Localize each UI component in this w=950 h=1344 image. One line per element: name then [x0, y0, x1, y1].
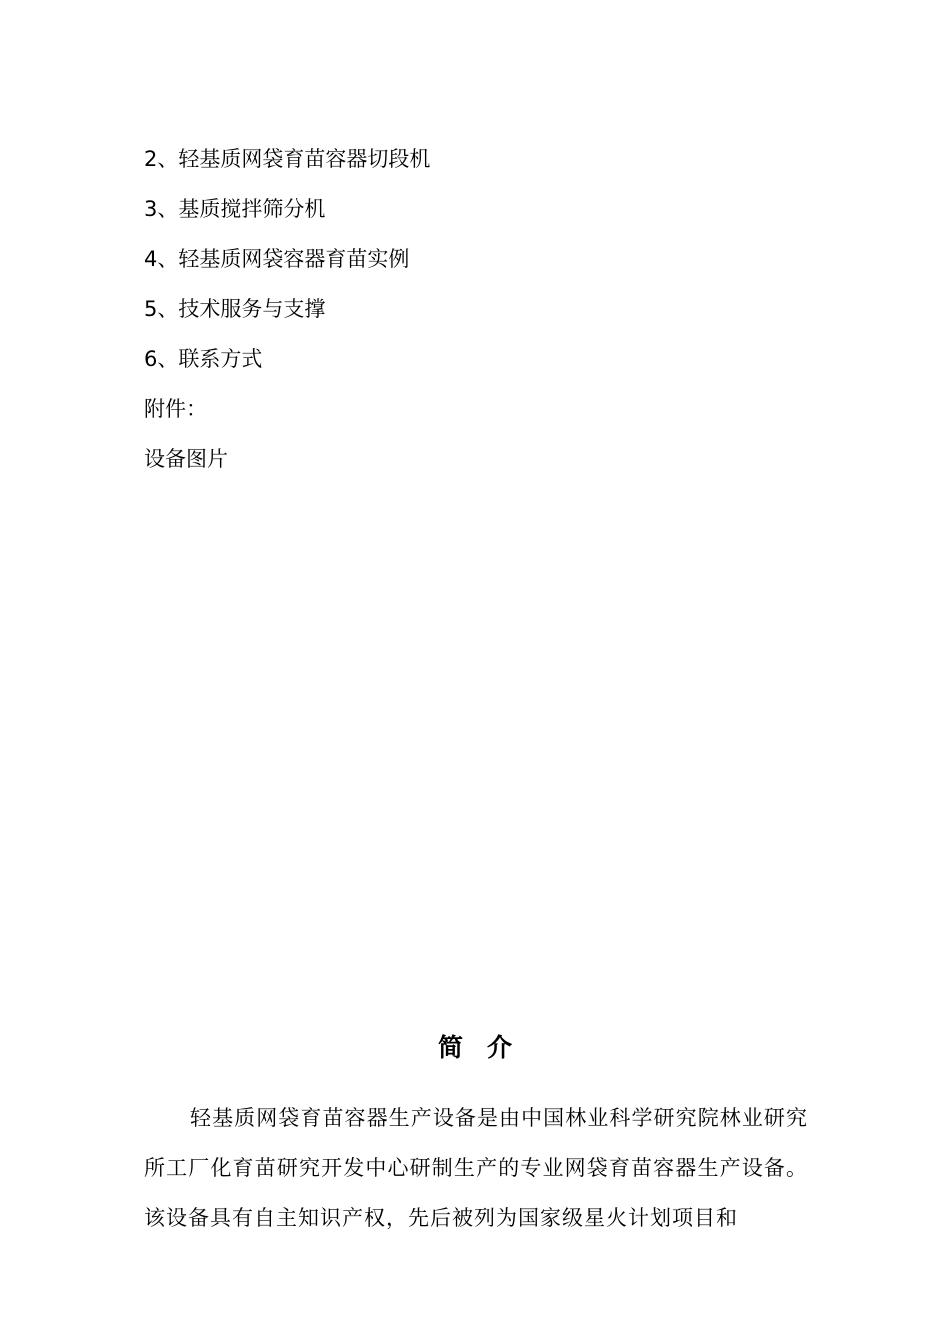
toc-item-attachments: 附件：: [144, 397, 207, 421]
toc-item-contact: 6、联系方式: [144, 347, 263, 371]
intro-heading: 简介: [437, 1033, 536, 1062]
toc-item-equipment-pictures: 设备图片: [144, 447, 228, 471]
toc-item-technical-service: 5、技术服务与支撑: [144, 297, 326, 321]
toc-item-mixing-sieving-machine: 3、基质搅拌筛分机: [144, 197, 326, 221]
toc-item-cutting-machine: 2、轻基质网袋育苗容器切段机: [144, 147, 431, 171]
table-of-contents: [144, 134, 430, 484]
intro-paragraph: 轻基质网袋育苗容器生产设备是由中国林业科学研究院林业研究所工厂化育苗研究开发中心研制生产的专业网袋育苗容器生产设备。该设备具有自主知识产权，先后被列为国家级星火计划项目和: [144, 1106, 808, 1230]
toc-item-seedling-examples: 4、轻基质网袋容器育苗实例: [144, 247, 410, 271]
